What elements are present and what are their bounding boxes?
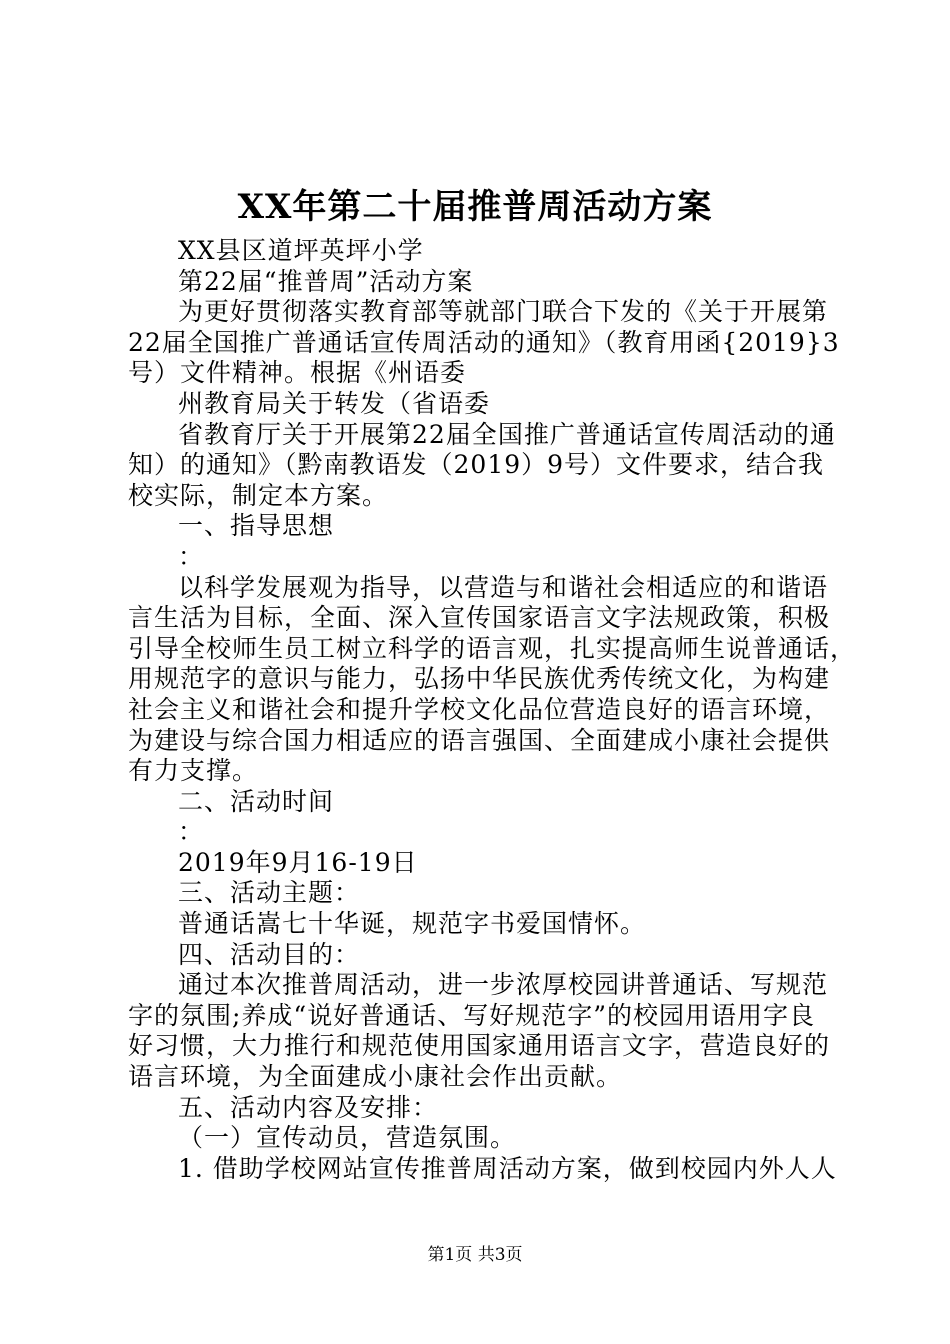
text-line: 以科学发展观为指导，以营造与和谐社会相适应的和谐语 (178, 572, 829, 602)
text-line: 1. 借助学校网站宣传推普周活动方案，做到校园内外人人 (178, 1153, 837, 1183)
text-line: 省教育厅关于开展第22届全国推广普通话宣传周活动的通 (178, 419, 836, 449)
text-line: 校实际，制定本方案。 (128, 480, 389, 510)
text-line: ： (178, 817, 205, 847)
text-line: 五、活动内容及安排： (178, 1092, 439, 1122)
text-line: 好习惯，大力推行和规范使用国家通用语言文字，营造良好的 (128, 1031, 831, 1061)
text-line: 四、活动目的： (178, 939, 361, 969)
text-line: 为建设与综合国力相适应的语言强国、全面建成小康社会提供 (128, 725, 831, 755)
text-line: （一）宣传动员，营造氛围。 (178, 1123, 517, 1153)
text-line: 号）文件精神。根据《州语委 (128, 358, 467, 388)
document-body (128, 236, 857, 1184)
text-line: 三、活动主题： (178, 878, 361, 908)
text-line: 通过本次推普周活动，进一步浓厚校园讲普通话、写规范 (178, 970, 829, 1000)
text-line: 普通话嵩七十华诞，规范字书爱国情怀。 (178, 909, 647, 939)
text-line: 知）的通知》（黔南教语发（2019）9号）文件要求，结合我 (128, 450, 825, 480)
text-line: 社会主义和谐社会和提升学校文化品位营造良好的语言环境， (128, 694, 831, 724)
text-line: 语言环境，为全面建成小康社会作出贡献。 (128, 1062, 623, 1092)
text-line: 一、指导思想 (178, 511, 335, 541)
text-line: ： (178, 541, 205, 571)
text-line: 22届全国推广普通话宣传周活动的通知》（教育用函{2019}3 (128, 327, 840, 357)
text-line: 有力支撑。 (128, 756, 259, 786)
text-line: 2019年9月16-19日 (178, 847, 418, 877)
text-line: 引导全校师生员工树立科学的语言观，扎实提高师生说普通话， (128, 633, 857, 663)
text-line: 用规范字的意识与能力，弘扬中华民族优秀传统文化，为构建 (128, 664, 831, 694)
text-line: 州教育局关于转发（省语委 (178, 388, 491, 418)
text-line: 字的氛围;养成“说好普通话、写好规范字”的校园用语用字良 (128, 1000, 815, 1030)
text-line: XX县区道坪英坪小学 (178, 236, 424, 265)
text-line: 言生活为目标，全面、深入宣传国家语言文字法规政策，积极 (128, 603, 831, 633)
text-line: 为更好贯彻落实教育部等就部门联合下发的《关于开展第 (178, 297, 829, 327)
text-line: 二、活动时间 (178, 786, 335, 816)
page-footer: 第1页 共3页 (427, 1245, 523, 1265)
text-line: 第22届“推普周”活动方案 (178, 266, 474, 296)
page-title: XX年第二十届推普周活动方案 (237, 187, 713, 227)
